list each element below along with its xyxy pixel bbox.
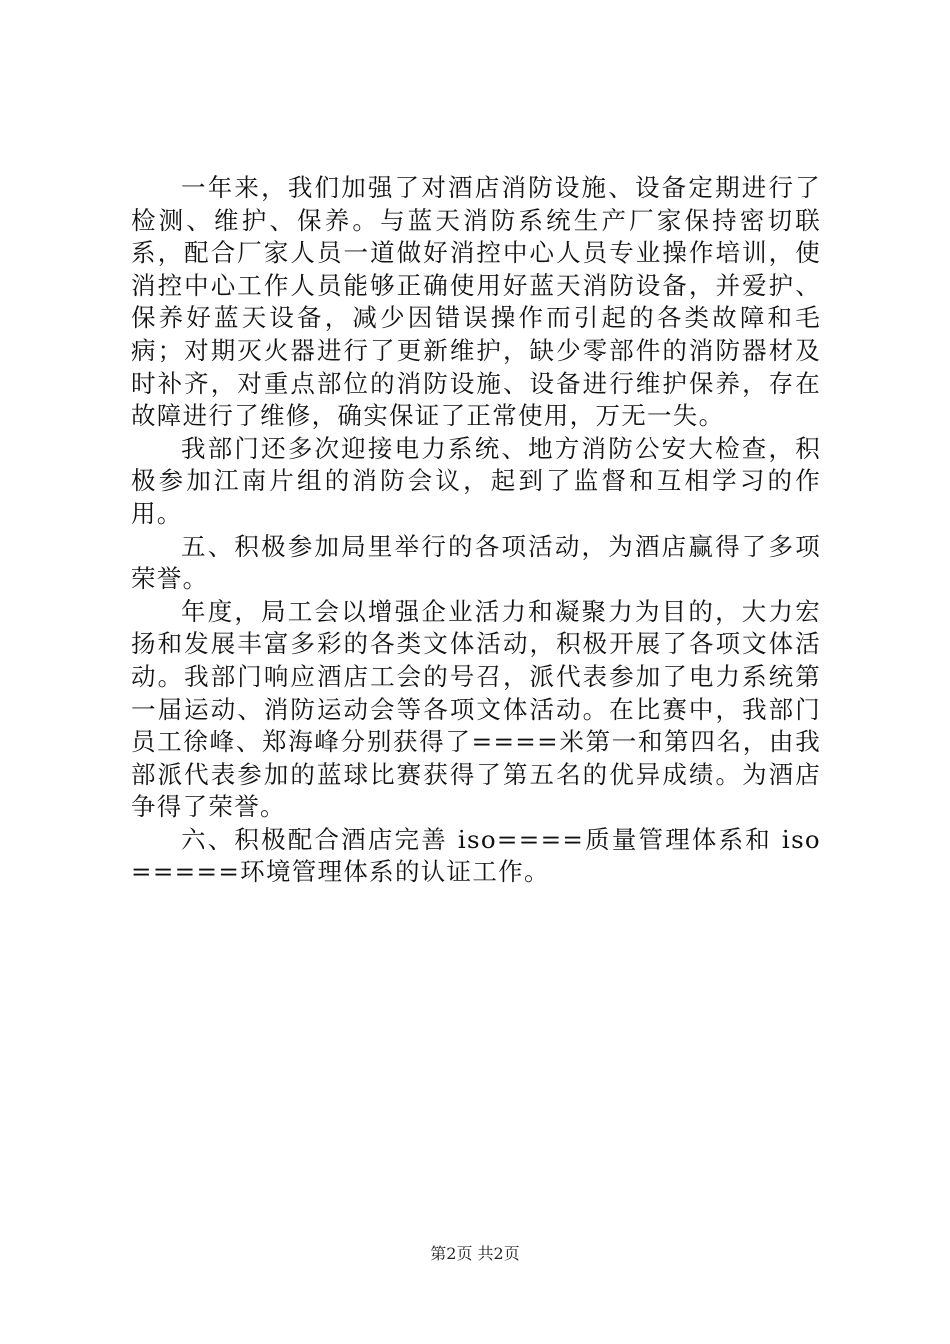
paragraph: 五、积极参加局里举行的各项活动，为酒店赢得了多项荣誉。 (131, 531, 821, 594)
paragraph: 我部门还多次迎接电力系统、地方消防公安大检查，积极参加江南片组的消防会议，起到了监督和互相学习的作用。 (131, 433, 821, 528)
paragraph: 年度，局工会以增强企业活力和凝聚力为目的，大力宏扬和发展丰富多彩的各类文体活动，积极开展了各项文体活动。我部门响应酒店工会的号召，派代表参加了电力系统第一届运动、消防运动会等各项文体活动。在比赛中，我部门员工徐峰、郑海峰分别获得了====米第一和第四名，由我部派代表参加的蓝球比赛获得了第五名的优异成绩。为酒店争得了荣誉。 (131, 596, 821, 822)
document-body (131, 172, 821, 889)
paragraph: 六、积极配合酒店完善 iso====质量管理体系和 iso=====环境管理体系的认证工作。 (131, 824, 821, 887)
page-number-footer: 第2页 共2页 (430, 1244, 520, 1263)
paragraph: 一年来，我们加强了对酒店消防设施、设备定期进行了检测、维护、保养。与蓝天消防系统生产厂家保持密切联系，配合厂家人员一道做好消控中心人员专业操作培训，使消控中心工作人员能够正确使用好蓝天消防设备，并爱护、保养好蓝天设备，减少因错误操作而引起的各类故障和毛病；对期灭火器进行了更新维护，缺少零部件的消防器材及时补齐，对重点部位的消防设施、设备进行维护保养，存在故障进行了维修，确实保证了正常使用，万无一失。 (131, 173, 821, 431)
